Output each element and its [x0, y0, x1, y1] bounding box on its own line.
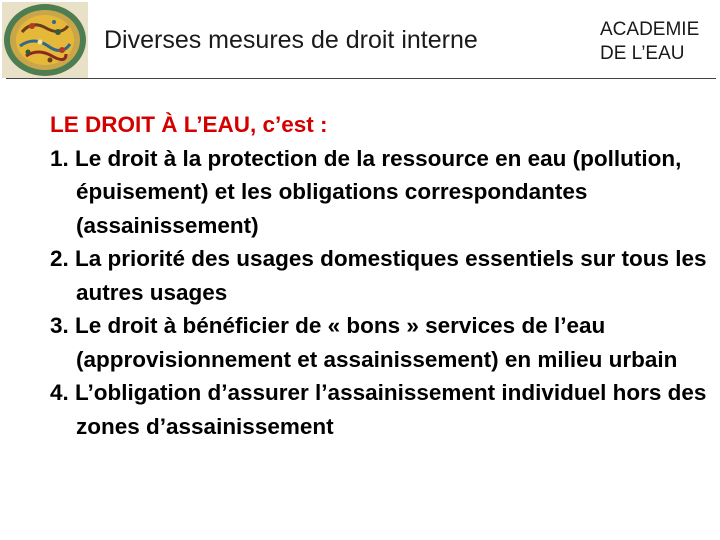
brand-line-2: DE L’EAU	[600, 43, 685, 64]
brand-name	[600, 18, 699, 66]
list-item: 4. L’obligation d’assurer l’assainissement individuel hors des zones d’assainissement	[50, 380, 707, 439]
slide-body	[50, 108, 710, 443]
header-divider	[6, 78, 716, 79]
slide-title: Diverses mesures de droit interne	[104, 26, 478, 54]
section-heading: LE DROIT À L’EAU, c’est :	[50, 112, 328, 137]
list-item: 3. Le droit à bénéficier de « bons » services de l’eau (approvisionnement et assainissement) en milieu urbain	[50, 313, 678, 372]
list-item: 1. Le droit à la protection de la ressource en eau (pollution, épuisement) et les obligations correspondantes (assainissement)	[50, 145, 682, 238]
brand-line-1: ACADEMIE	[600, 19, 700, 40]
list-item: 2. La priorité des usages domestiques essentiels sur tous les autres usages	[50, 246, 707, 305]
mosaic-logo-icon	[2, 2, 88, 78]
